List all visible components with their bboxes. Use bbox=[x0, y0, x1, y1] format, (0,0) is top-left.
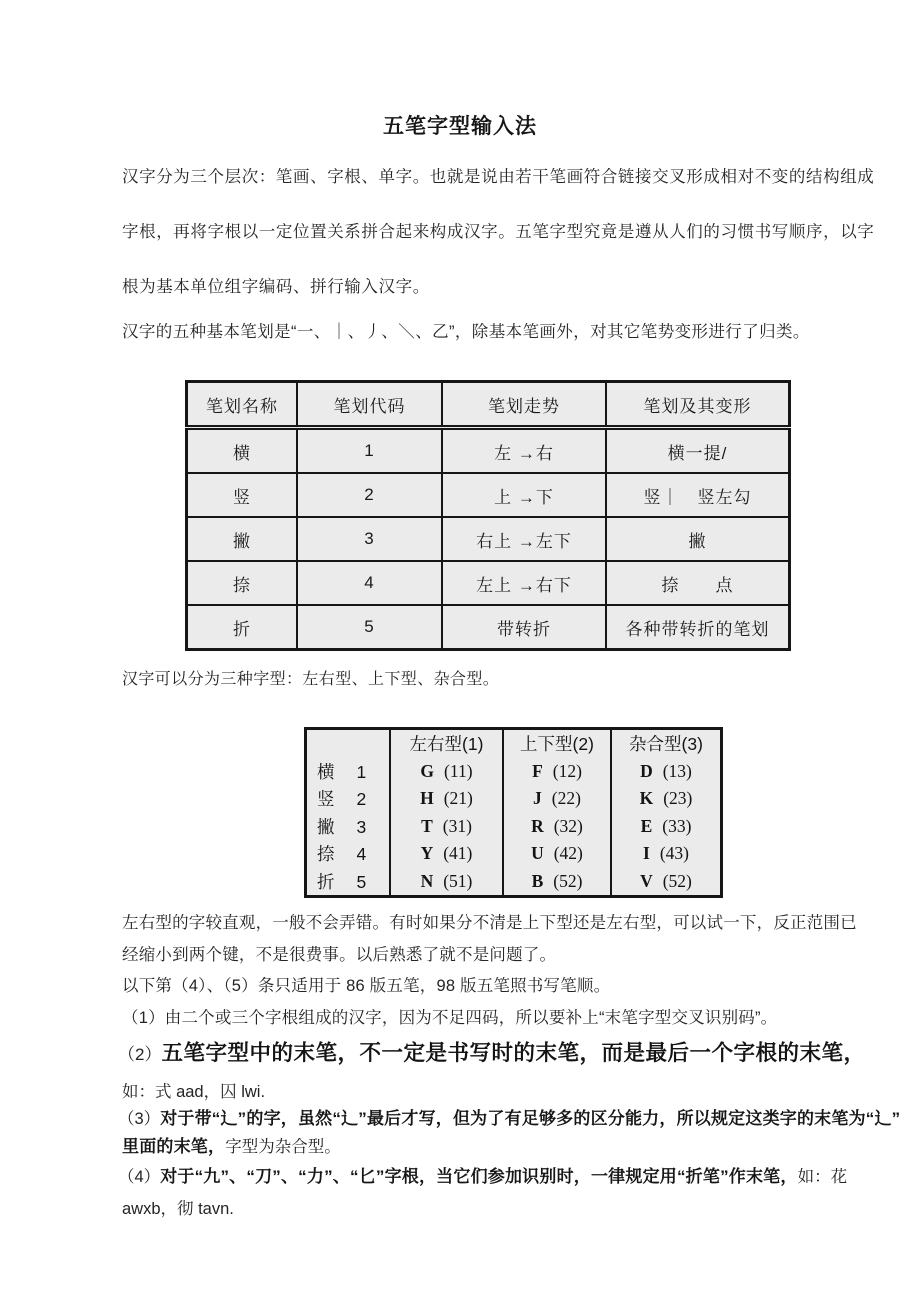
key-code: (12) bbox=[552, 760, 582, 781]
stroke-trend-cell: 带转折 bbox=[442, 605, 606, 650]
stroke-trend-cell: 左 →右 bbox=[442, 428, 606, 474]
key-letter: Y bbox=[420, 843, 434, 864]
key-code-cell bbox=[503, 813, 611, 841]
key-code-cell bbox=[503, 868, 611, 897]
rule-3-regular-tail: 字型为杂合型。 bbox=[225, 1138, 341, 1156]
stroke-number: 3 bbox=[356, 816, 367, 837]
key-code-cell bbox=[390, 868, 503, 897]
rule-2-example: 如：式 aad，囚 lwi. bbox=[122, 1083, 266, 1101]
stroke-code-cell: 1 bbox=[297, 428, 442, 474]
key-code-cell bbox=[390, 813, 503, 841]
rule-4-line-2: awxb，彻 tavn. bbox=[122, 1200, 234, 1218]
stroke-name-cell: 撇 bbox=[187, 517, 298, 561]
key-code: (31) bbox=[442, 815, 472, 836]
rule-4-regular-tail: 如：花 bbox=[797, 1168, 848, 1186]
key-code-cell bbox=[611, 840, 722, 868]
document-title: 五笔字型输入法 bbox=[383, 115, 537, 138]
stroke-variant-cell: 各种带转折的笔划 bbox=[606, 605, 790, 650]
stroke-name-cell: 横 bbox=[187, 428, 298, 474]
stroke-number: 5 bbox=[356, 871, 367, 892]
column-header: 笔划走势 bbox=[442, 382, 606, 428]
table-row bbox=[306, 840, 722, 868]
stroke-trend-cell: 左上 →右下 bbox=[442, 561, 606, 605]
stroke-label-cell bbox=[306, 868, 391, 897]
stroke-name-cell: 折 bbox=[187, 605, 298, 650]
key-letter: J bbox=[533, 788, 542, 809]
key-code-cell bbox=[390, 840, 503, 868]
key-code: (23) bbox=[663, 788, 693, 809]
stroke-number: 2 bbox=[356, 789, 367, 810]
key-letter: R bbox=[531, 815, 544, 836]
column-header: 笔划及其变形 bbox=[606, 382, 790, 428]
table-row bbox=[306, 785, 722, 813]
table-row bbox=[187, 605, 790, 650]
key-letter: U bbox=[531, 843, 544, 864]
table-row bbox=[187, 517, 790, 561]
table-row bbox=[306, 758, 722, 786]
key-code-cell bbox=[503, 785, 611, 813]
rule-3-line-2 bbox=[122, 1132, 822, 1157]
key-code-cell bbox=[390, 758, 503, 786]
stroke-code-cell: 3 bbox=[297, 517, 442, 561]
stroke-code-cell: 4 bbox=[297, 561, 442, 605]
rule-4-bold-text: 对于“九”、“刀”、“力”、“匕”字根，当它们参加识别时，一律规定用“折笔”作末笔， bbox=[160, 1167, 798, 1186]
key-code: (22) bbox=[551, 788, 581, 809]
rule-2-number: （2） bbox=[118, 1045, 162, 1064]
key-letter: B bbox=[531, 870, 544, 891]
stroke-name: 捺 bbox=[317, 844, 335, 865]
key-code: (11) bbox=[444, 760, 473, 781]
key-code-cell bbox=[390, 785, 503, 813]
key-letter: E bbox=[640, 815, 653, 836]
key-code-cell bbox=[611, 868, 722, 897]
intro-paragraph bbox=[122, 150, 875, 315]
table-row bbox=[187, 428, 790, 474]
stroke-label-cell bbox=[306, 813, 391, 841]
type-code-table bbox=[304, 727, 723, 898]
stroke-code-cell: 2 bbox=[297, 473, 442, 517]
key-code-cell bbox=[611, 785, 722, 813]
key-code: (51) bbox=[443, 870, 473, 891]
table-row bbox=[306, 813, 722, 841]
stroke-table bbox=[185, 380, 791, 651]
key-letter: V bbox=[640, 870, 653, 891]
key-letter: N bbox=[420, 870, 434, 891]
stroke-table-header-row bbox=[187, 382, 790, 428]
stroke-variant-cell: 竖｜ 竖左勾 bbox=[606, 473, 790, 517]
stroke-label-cell bbox=[306, 785, 391, 813]
column-header: 上下型(2) bbox=[503, 729, 611, 758]
column-header: 左右型(1) bbox=[390, 729, 503, 758]
key-letter: G bbox=[420, 760, 435, 781]
key-letter: K bbox=[639, 788, 654, 809]
stroke-label-cell bbox=[306, 758, 391, 786]
stroke-name: 撇 bbox=[317, 816, 335, 837]
char-type-caption: 汉字可以分为三种字型：左右型、上下型、杂合型。 bbox=[122, 671, 500, 688]
key-code: (21) bbox=[443, 788, 473, 809]
column-header: 笔划名称 bbox=[187, 382, 298, 428]
intro-line-3: 根为基本单位组字编码、拼行输入汉字。 bbox=[122, 278, 430, 296]
stroke-trend-cell: 右上 →左下 bbox=[442, 517, 606, 561]
table-row bbox=[187, 473, 790, 517]
key-letter: I bbox=[643, 843, 650, 864]
stroke-number: 4 bbox=[356, 844, 367, 865]
key-code: (33) bbox=[662, 815, 692, 836]
rule-4-number: （4） bbox=[118, 1168, 161, 1186]
column-header: 杂合型(3) bbox=[611, 729, 722, 758]
key-code: (52) bbox=[662, 870, 692, 891]
discussion-line-1: 左右型的字较直观，一般不会弄错。有时如果分不清是上下型还是左右型，可以试一下，反正范围已 bbox=[122, 914, 857, 932]
discussion-paragraph bbox=[122, 908, 857, 1034]
rule-4-line-1 bbox=[118, 1162, 918, 1187]
stroke-name: 竖 bbox=[317, 789, 335, 810]
table-row bbox=[187, 561, 790, 605]
key-code: (52) bbox=[553, 870, 583, 891]
key-letter: D bbox=[640, 760, 653, 781]
stroke-code-cell: 5 bbox=[297, 605, 442, 650]
key-code-cell bbox=[503, 758, 611, 786]
stroke-name: 折 bbox=[317, 871, 335, 892]
key-code: (42) bbox=[553, 843, 583, 864]
key-letter: T bbox=[421, 815, 433, 836]
type-code-header-row bbox=[306, 729, 722, 758]
stroke-trend-cell: 上 →下 bbox=[442, 473, 606, 517]
column-header: 笔划代码 bbox=[297, 382, 442, 428]
key-code: (43) bbox=[659, 843, 689, 864]
key-code: (41) bbox=[443, 843, 473, 864]
table-row bbox=[306, 868, 722, 897]
stroke-variant-cell: 捺 点 bbox=[606, 561, 790, 605]
key-letter: H bbox=[420, 788, 434, 809]
empty-header-cell bbox=[306, 729, 391, 758]
discussion-line-2: 经缩小到两个键，不是很费事。以后熟悉了就不是问题了。 bbox=[122, 945, 557, 964]
key-code: (32) bbox=[553, 815, 583, 836]
intro-line-1: 汉字分为三个层次：笔画、字根、单字。也就是说由若干笔画符合链接交叉形成相对不变的结构组成 bbox=[122, 168, 875, 186]
rule-2-heading bbox=[118, 1036, 908, 1067]
intro-line-2: 字根，再将字根以一定位置关系拼合起来构成汉字。五笔字型究竟是遵从人们的习惯书写顺序，以字 bbox=[122, 223, 875, 241]
key-code: (13) bbox=[662, 760, 692, 781]
rule-1-line: （1）由二个或三个字根组成的汉字，因为不足四码，所以要补上“末笔字型交叉识别码”。 bbox=[122, 1008, 778, 1027]
rule-3-bold-tail: 里面的末笔， bbox=[122, 1137, 226, 1156]
rule-3-line-1 bbox=[118, 1104, 918, 1129]
rule-2-text: 五笔字型中的末笔，不一定是书写时的末笔，而是最后一个字根的末笔， bbox=[161, 1041, 866, 1065]
key-code-cell bbox=[503, 840, 611, 868]
stroke-number: 1 bbox=[356, 761, 367, 782]
stroke-name: 横 bbox=[317, 761, 335, 782]
stroke-variant-cell: 横一提/ bbox=[606, 428, 790, 474]
key-code-cell bbox=[611, 813, 722, 841]
key-letter: F bbox=[532, 760, 543, 781]
stroke-label-cell bbox=[306, 840, 391, 868]
stroke-name-cell: 捺 bbox=[187, 561, 298, 605]
basic-strokes-paragraph: 汉字的五种基本笔划是“一、｜、丿、＼、乙”，除基本笔画外，对其它笔势变形进行了归类。 bbox=[122, 323, 810, 341]
stroke-variant-cell: 撇 bbox=[606, 517, 790, 561]
discussion-line-3: 以下第（4）、（5）条只适用于 86 版五笔，98 版五笔照书写笔顺。 bbox=[122, 977, 611, 995]
rule-3-number: （3） bbox=[118, 1110, 161, 1128]
key-code-cell bbox=[611, 758, 722, 786]
stroke-name-cell: 竖 bbox=[187, 473, 298, 517]
rule-3-bold-text: 对于带“辶”的字，虽然“辶”最后才写，但为了有足够多的区分能力，所以规定这类字的末笔为“辶” bbox=[160, 1109, 901, 1128]
